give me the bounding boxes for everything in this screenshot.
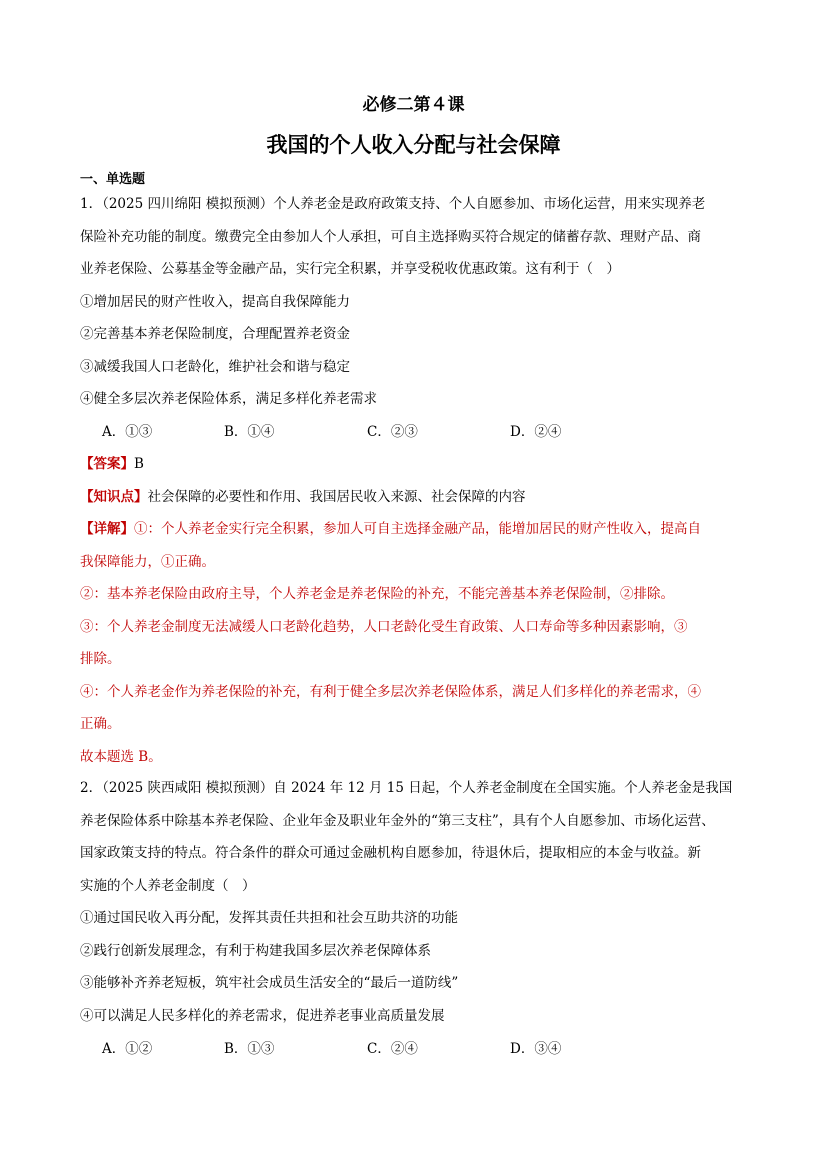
question-1-stem xyxy=(80,188,752,416)
course-title: 必修二第４课 xyxy=(362,95,465,115)
question-1-options xyxy=(102,416,662,448)
answer-label: 【答案】 xyxy=(80,456,134,472)
knowledge-value: 社会保障的必要性和作用、我国居民收入来源、社会保障的内容 xyxy=(147,488,526,505)
detail-line: ②：基本养老保险由政府主导，个人养老金是养老保险的补充，不能完善基本养老保险制，②排除。 xyxy=(80,586,674,602)
question-2-line: 2．（2025 陕西咸阳 模拟预测）自 2024 年 12 月 15 日起，个人养老金制度在全国实施。个人养老金是我国 xyxy=(80,780,733,796)
question-2-statement: ②践行创新发展理念，有利于构建我国多层次养老保障体系 xyxy=(80,942,431,959)
option-a: A．①③ xyxy=(102,424,153,440)
option-d: D．②④ xyxy=(510,424,562,440)
option-c: C．②③ xyxy=(367,424,418,440)
question-2-statement: ④可以满足人民多样化的养老需求，促进养老事业高质量发展 xyxy=(80,1007,445,1024)
option-d: D．③④ xyxy=(510,1041,562,1057)
question-2-line: 国家政策支持的特点。符合条件的群众可通过金融机构自愿参加，待退休后，提取相应的本金与收益。新 xyxy=(80,845,701,861)
answer-value: B xyxy=(134,456,144,472)
lesson-title: 我国的个人收入分配与社会保障 xyxy=(266,132,561,157)
conclusion-line: 故本题选 B。 xyxy=(80,748,162,765)
detail-line xyxy=(80,513,752,546)
detail-line: 我保障能力，①正确。 xyxy=(80,553,215,570)
option-c: C．②④ xyxy=(367,1041,418,1057)
detail-line: 排除。 xyxy=(80,651,121,667)
question-1-statement: ②完善基本养老保险制度，合理配置养老资金 xyxy=(80,326,350,342)
detail-line: ③：个人养老金制度无法减缓人口老龄化趋势，人口老龄化受生育政策、人口寿命等多种因素影响，③ xyxy=(80,618,688,635)
question-1-line: 保险补充功能的制度。缴费完全由参加人个人承担，可自主选择购买符合规定的储蓄存款、理财产品、商 xyxy=(80,228,701,245)
question-1-line: 1．（2025 四川绵阳 模拟预测）个人养老金是政府政策支持、个人自愿参加、市场化运营，用来实现养老 xyxy=(80,196,706,212)
question-2-line: 实施的个人养老金制度（ ） xyxy=(80,877,256,894)
detail-label: 【详解】 xyxy=(80,521,134,537)
question-2-stem xyxy=(80,772,752,1032)
detail-line: 正确。 xyxy=(80,716,121,732)
question-2-statement: ①通过国民收入再分配，发挥其责任共担和社会互助共济的功能 xyxy=(80,910,458,926)
question-2-options xyxy=(102,1033,662,1065)
question-1-statement: ③减缓我国人口老龄化，维护社会和谐与稳定 xyxy=(80,358,350,375)
knowledge-line xyxy=(80,481,752,514)
answer-line xyxy=(80,448,752,481)
knowledge-label: 【知识点】 xyxy=(80,488,148,505)
question-2-statement: ③能够补齐养老短板，筑牢社会成员生活安全的“最后一道防线” xyxy=(80,975,459,991)
option-b: B．①④ xyxy=(224,424,275,440)
question-1-statement: ①增加居民的财产性收入，提高自我保障能力 xyxy=(80,293,350,310)
option-a: A．①② xyxy=(102,1041,153,1057)
question-2-line: 养老保险体系中除基本养老保险、企业年金及职业年金外的“第三支柱”，具有个人自愿参加、市场化运营、 xyxy=(80,812,715,829)
question-1-solution xyxy=(80,448,752,773)
question-1-statement: ④健全多层次养老保险体系，满足多样化养老需求 xyxy=(80,391,377,407)
detail-line: ④：个人养老金作为养老保险的补充，有利于健全多层次养老保险体系，满足人们多样化的养老需求，④ xyxy=(80,683,701,700)
detail-text: ①：个人养老金实行完全积累，参加人可自主选择金融产品，能增加居民的财产性收入，提高自 xyxy=(134,521,701,537)
question-1-line: 业养老保险、公募基金等金融产品，实行完全积累，并享受税收优惠政策。这有利于（ ） xyxy=(80,261,620,277)
section-heading: 一、单选题 xyxy=(80,172,146,187)
option-b: B．①③ xyxy=(224,1041,275,1057)
